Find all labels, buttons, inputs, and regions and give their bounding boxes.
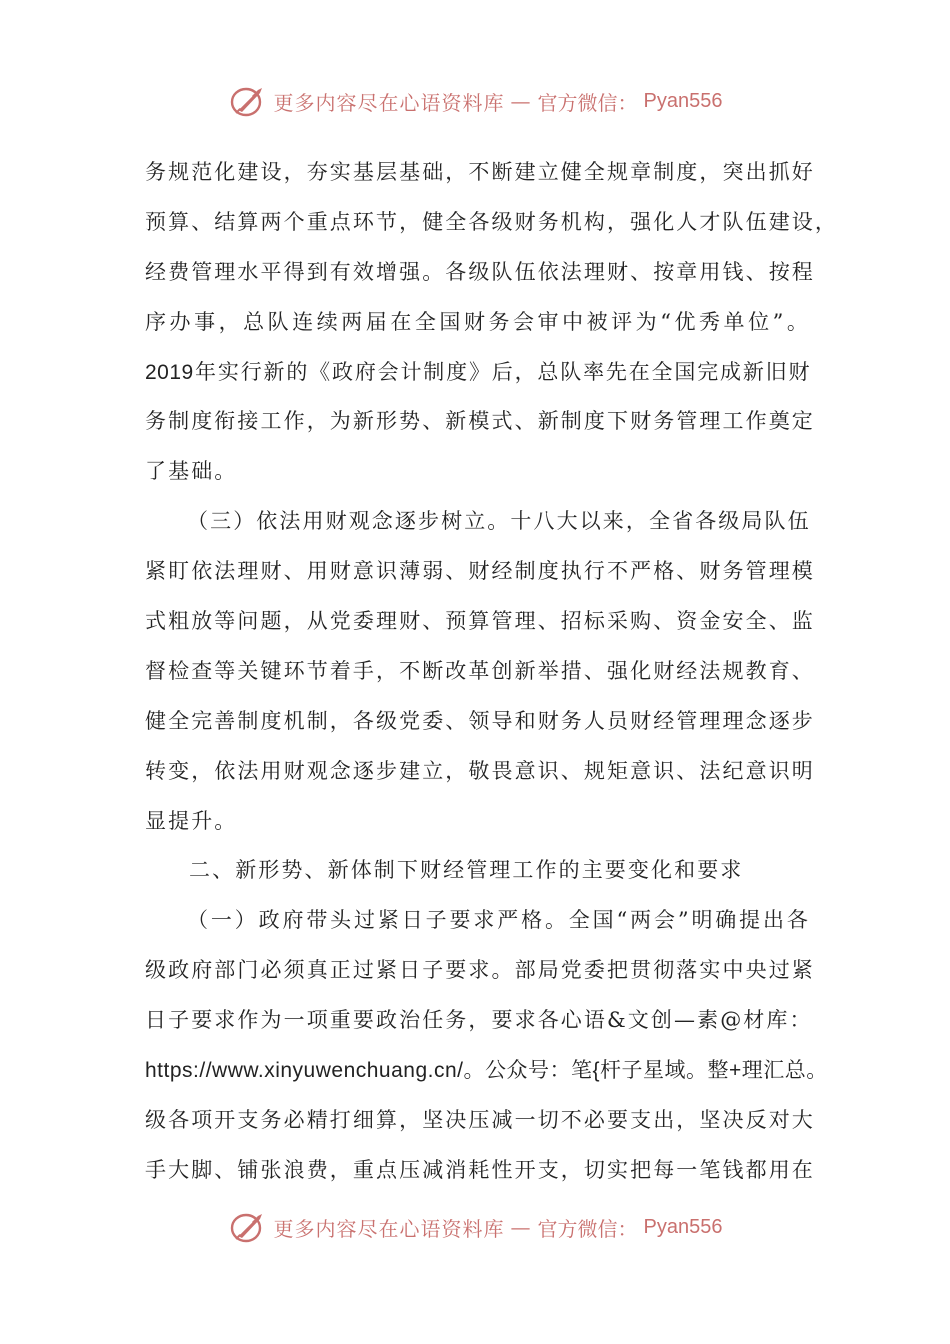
footer-site-text: 更多内容尽在心语资料库 [273,1216,505,1241]
quill-logo-icon [228,1210,268,1244]
text-line: 手大脚、铺张浪费，重点压减消耗性开支，切实把每一笔钱都用在 [145,1157,815,1182]
text-line: 转变，依法用财观念逐步建立，敬畏意识、规矩意识、法纪意识明 [145,758,815,783]
text-line: 级各项开支务必精打细算，坚决压减一切不必要支出，坚决反对大 [145,1107,815,1132]
footer-dash: — [510,1215,532,1239]
footer-wechat-id: Pyan556 [643,1215,723,1238]
text-line: 经费管理水平得到有效增强。各级队伍依法理财、按章用钱、按程 [145,259,815,284]
text-line: （一）政府带头过紧日子要求严格。全国“两会”明确提出各 [187,908,810,933]
text-line: 预算、结算两个重点环节，健全各级财务机构，强化人才队伍建设， [145,209,838,234]
text-line-url: https://www.xinyuwenchuang.cn/。公众号：笔{杆子星域。整+理汇总。 [145,1059,828,1083]
text-line: 健全完善制度机制，各级党委、领导和财务人员财经管理理念逐步 [145,708,815,733]
header-site-text: 更多内容尽在心语资料库 [273,90,505,115]
header-dash: — [510,89,532,113]
text-line: 日子要求作为一项重要政治任务，要求各心语&文创—素@材库： [145,1008,813,1033]
text-line: 显提升。 [145,808,238,833]
text-line: 务制度衔接工作，为新形势、新模式、新制度下财务管理工作奠定 [145,409,815,434]
text-line: 务规范化建设，夯实基层基础，不断建立健全规章制度，突出抓好 [145,160,815,184]
text-line: （三）依法用财观念逐步树立。十八大以来，全省各级局队伍 [187,509,811,534]
section-heading: 二、新形势、新体制下财经管理工作的主要变化和要求 [189,858,744,883]
footer-banner [0,1210,950,1250]
text-line: 紧盯依法理财、用财意识薄弱、财经制度执行不严格、财务管理模 [145,559,815,584]
text-line: 级政府部门必须真正过紧日子要求。部局党委把贯彻落实中央过紧 [145,958,815,983]
text-line: 2019年实行新的《政府会计制度》后，总队率先在全国完成新旧财 [145,360,810,384]
header-wechat-label: 官方微信： [537,90,638,115]
quill-logo-icon [228,84,268,118]
body-text [145,148,838,1196]
text-line: 式粗放等问题，从党委理财、预算管理、招标采购、资金安全、监 [145,609,815,634]
text-line: 督检查等关键环节着手，不断改革创新举措、强化财经法规教育、 [145,658,815,683]
header-banner [0,84,950,124]
footer-wechat-label: 官方微信： [537,1216,638,1241]
text-line: 了基础。 [145,459,238,484]
text-line: 序办事，总队连续两届在全国财务会审中被评为“优秀单位”。 [145,309,810,334]
header-wechat-id: Pyan556 [643,89,723,112]
